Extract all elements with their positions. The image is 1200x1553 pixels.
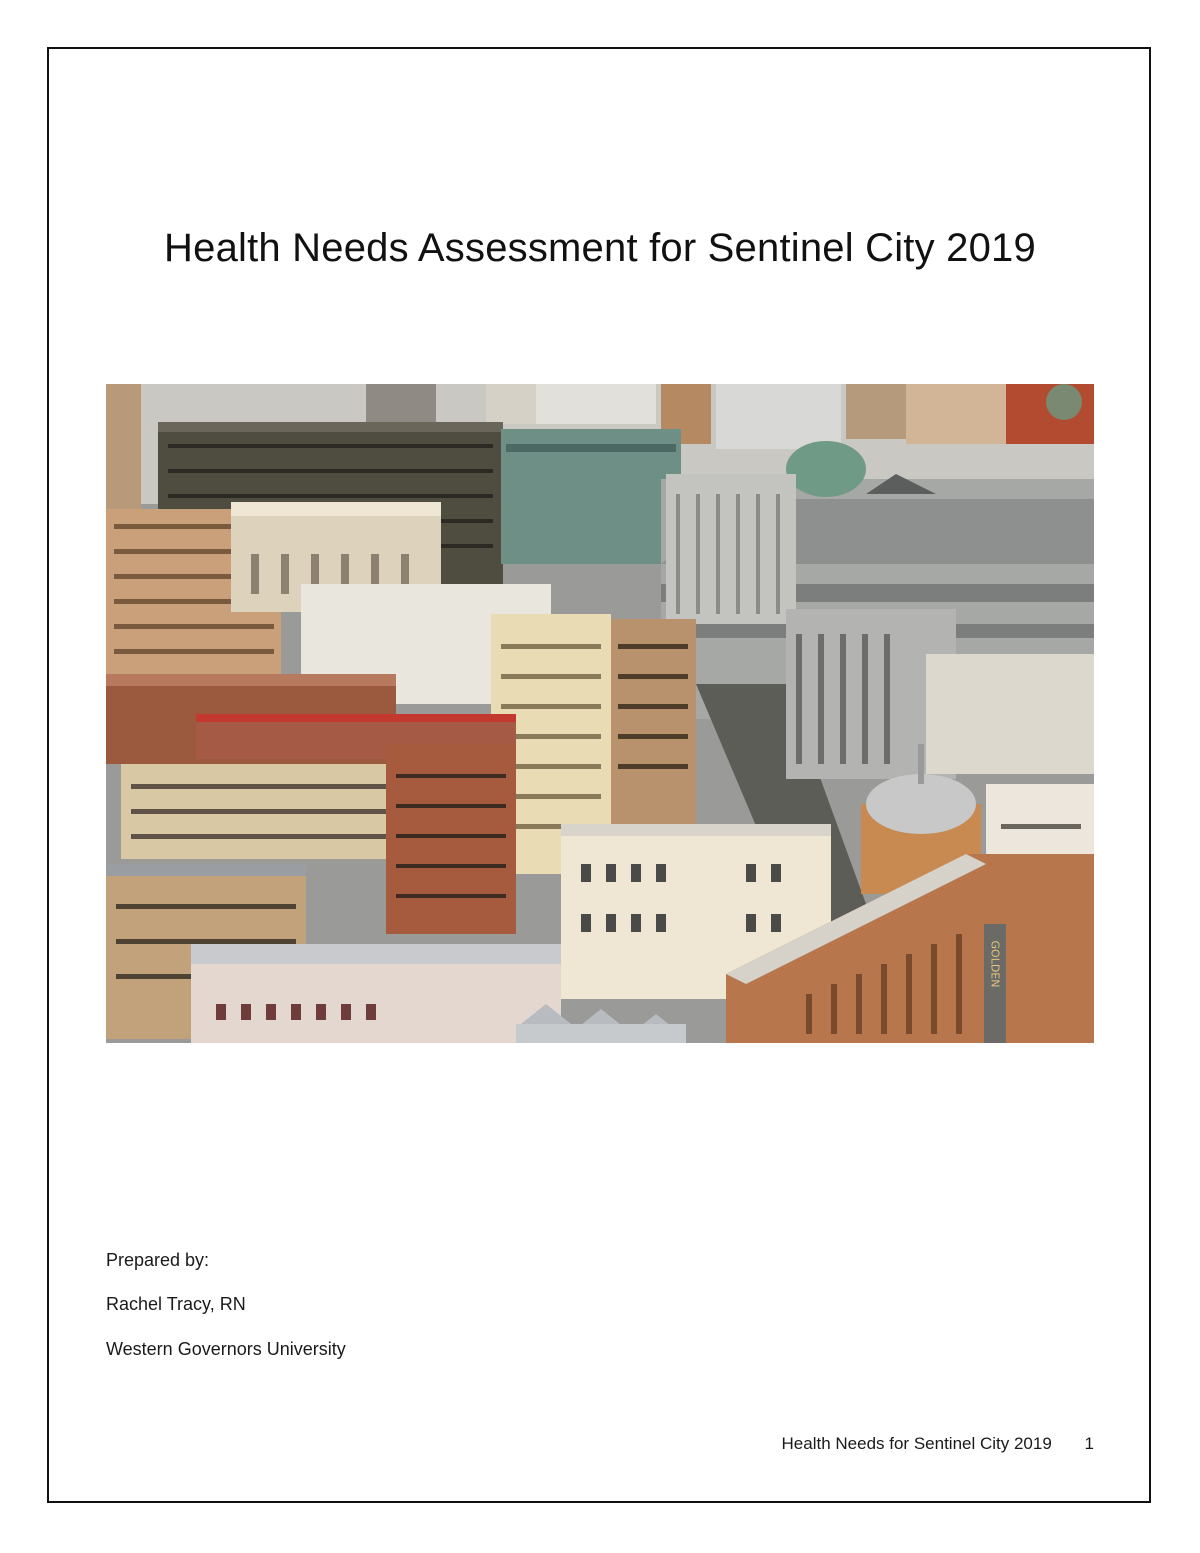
- author-name: Rachel Tracy, RN: [106, 1294, 246, 1314]
- prepared-by-label: Prepared by:: [106, 1250, 210, 1270]
- footer-text: Health Needs for Sentinel City 2019: [781, 1434, 1052, 1453]
- cover-city-photo: [106, 384, 1094, 1043]
- document-title: Health Needs Assessment for Sentinel City 2019: [164, 226, 1036, 270]
- page-footer: [0, 1434, 1094, 1454]
- institution-name: Western Governors University: [106, 1339, 346, 1359]
- page-number: 1: [1084, 1434, 1094, 1453]
- golden-sign-text: GOLDEN: [988, 940, 1002, 988]
